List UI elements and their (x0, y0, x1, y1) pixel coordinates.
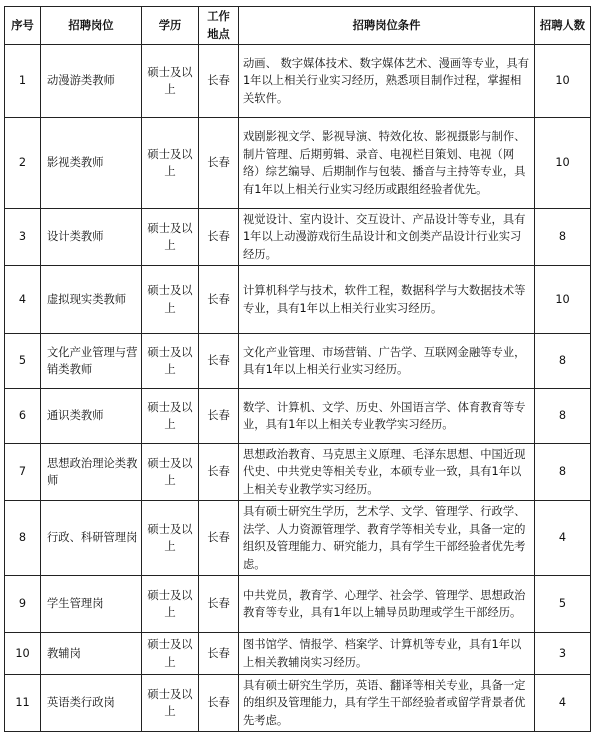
header-location: 工作地点 (199, 7, 239, 45)
cell-count: 8 (535, 389, 591, 444)
cell-requirements: 图书馆学、情报学、档案学、计算机等专业，具有1年以上相关教辅岗实习经历。 (239, 633, 535, 675)
table-row (5, 501, 591, 576)
cell-requirements: 视觉设计、室内设计、交互设计、产品设计等专业，具有1年以上动漫游戏衍生品设计和文创类产品设计行业实习经历。 (239, 209, 535, 266)
header-requirements: 招聘岗位条件 (239, 7, 535, 45)
cell-education: 硕士及以上 (142, 209, 199, 266)
cell-location: 长春 (199, 633, 239, 675)
cell-location: 长春 (199, 334, 239, 389)
cell-count: 8 (535, 334, 591, 389)
cell-count: 10 (535, 118, 591, 209)
cell-requirements: 思想政治教育、马克思主义原理、毛泽东思想、中国近现代史、中共党史等相关专业，本硕专业一致，具有1年以上相关专业教学实习经历。 (239, 444, 535, 501)
table-row (5, 118, 591, 209)
cell-no: 11 (5, 675, 41, 732)
cell-position: 影视类教师 (41, 118, 142, 209)
cell-location: 长春 (199, 675, 239, 732)
cell-no: 9 (5, 576, 41, 633)
table-row (5, 675, 591, 732)
cell-count: 3 (535, 633, 591, 675)
cell-education: 硕士及以上 (142, 633, 199, 675)
header-position: 招聘岗位 (41, 7, 142, 45)
recruitment-table (4, 6, 591, 732)
table-row (5, 576, 591, 633)
cell-position: 行政、科研管理岗 (41, 501, 142, 576)
cell-education: 硕士及以上 (142, 389, 199, 444)
cell-location: 长春 (199, 45, 239, 118)
cell-no: 5 (5, 334, 41, 389)
cell-no: 8 (5, 501, 41, 576)
cell-count: 5 (535, 576, 591, 633)
cell-requirements: 戏剧影视文学、影视导演、特效化妆、影视摄影与制作、制片管理、后期剪辑、录音、电视栏目策划、电视（网络）综艺编导、后期制作与包装、播音与主持等专业，具有1年以上相关行业实习经历或跟组经验者优先。 (239, 118, 535, 209)
cell-no: 6 (5, 389, 41, 444)
cell-location: 长春 (199, 444, 239, 501)
cell-location: 长春 (199, 389, 239, 444)
cell-requirements: 动画、 数字媒体技术、数字媒体艺术、漫画等专业，具有1年以上相关行业实习经历，熟悉项目制作过程，掌握相关软件。 (239, 45, 535, 118)
table-row (5, 633, 591, 675)
cell-position: 文化产业管理与营销类教师 (41, 334, 142, 389)
cell-no: 7 (5, 444, 41, 501)
cell-education: 硕士及以上 (142, 45, 199, 118)
cell-requirements: 具有硕士研究生学历，英语、翻译等相关专业，具备一定的组织及管理能力，具有学生干部经验者或留学背景者优先考虑。 (239, 675, 535, 732)
table-row (5, 266, 591, 334)
cell-count: 10 (535, 266, 591, 334)
cell-requirements: 计算机科学与技术，软件工程，数据科学与大数据技术等专业，具有1年以上相关行业实习经历。 (239, 266, 535, 334)
cell-position: 学生管理岗 (41, 576, 142, 633)
cell-requirements: 中共党员，教育学、心理学、社会学、管理学、思想政治教育等专业，具有1年以上辅导员助理或学生干部经历。 (239, 576, 535, 633)
cell-location: 长春 (199, 501, 239, 576)
cell-position: 教辅岗 (41, 633, 142, 675)
cell-location: 长春 (199, 266, 239, 334)
cell-education: 硕士及以上 (142, 444, 199, 501)
cell-position: 通识类教师 (41, 389, 142, 444)
table-row (5, 444, 591, 501)
cell-position: 虚拟现实类教师 (41, 266, 142, 334)
cell-education: 硕士及以上 (142, 576, 199, 633)
header-count: 招聘人数 (535, 7, 591, 45)
cell-count: 4 (535, 675, 591, 732)
cell-education: 硕士及以上 (142, 334, 199, 389)
cell-education: 硕士及以上 (142, 266, 199, 334)
header-no: 序号 (5, 7, 41, 45)
cell-position: 动漫游类教师 (41, 45, 142, 118)
cell-position: 思想政治理论类教师 (41, 444, 142, 501)
cell-education: 硕士及以上 (142, 118, 199, 209)
cell-no: 1 (5, 45, 41, 118)
cell-count: 8 (535, 209, 591, 266)
cell-location: 长春 (199, 118, 239, 209)
cell-location: 长春 (199, 576, 239, 633)
cell-count: 10 (535, 45, 591, 118)
cell-education: 硕士及以上 (142, 501, 199, 576)
table-row (5, 389, 591, 444)
header-education: 学历 (142, 7, 199, 45)
cell-count: 8 (535, 444, 591, 501)
cell-location: 长春 (199, 209, 239, 266)
table-row (5, 45, 591, 118)
table-row (5, 334, 591, 389)
cell-requirements: 文化产业管理、市场营销、广告学、互联网金融等专业，具有1年以上相关行业实习经历。 (239, 334, 535, 389)
cell-no: 4 (5, 266, 41, 334)
cell-requirements: 数学、计算机、文学、历史、外国语言学、体育教育等专业，具有1年以上相关专业教学实习经历。 (239, 389, 535, 444)
cell-education: 硕士及以上 (142, 675, 199, 732)
cell-count: 4 (535, 501, 591, 576)
header-row (5, 7, 591, 45)
cell-no: 2 (5, 118, 41, 209)
cell-no: 3 (5, 209, 41, 266)
cell-requirements: 具有硕士研究生学历，艺术学、文学、管理学、行政学、法学、人力资源管理学、教育学等相关专业，具备一定的组织及管理能力、研究能力，具有学生干部经验者优先考虑。 (239, 501, 535, 576)
table-row (5, 209, 591, 266)
cell-no: 10 (5, 633, 41, 675)
cell-position: 英语类行政岗 (41, 675, 142, 732)
cell-position: 设计类教师 (41, 209, 142, 266)
